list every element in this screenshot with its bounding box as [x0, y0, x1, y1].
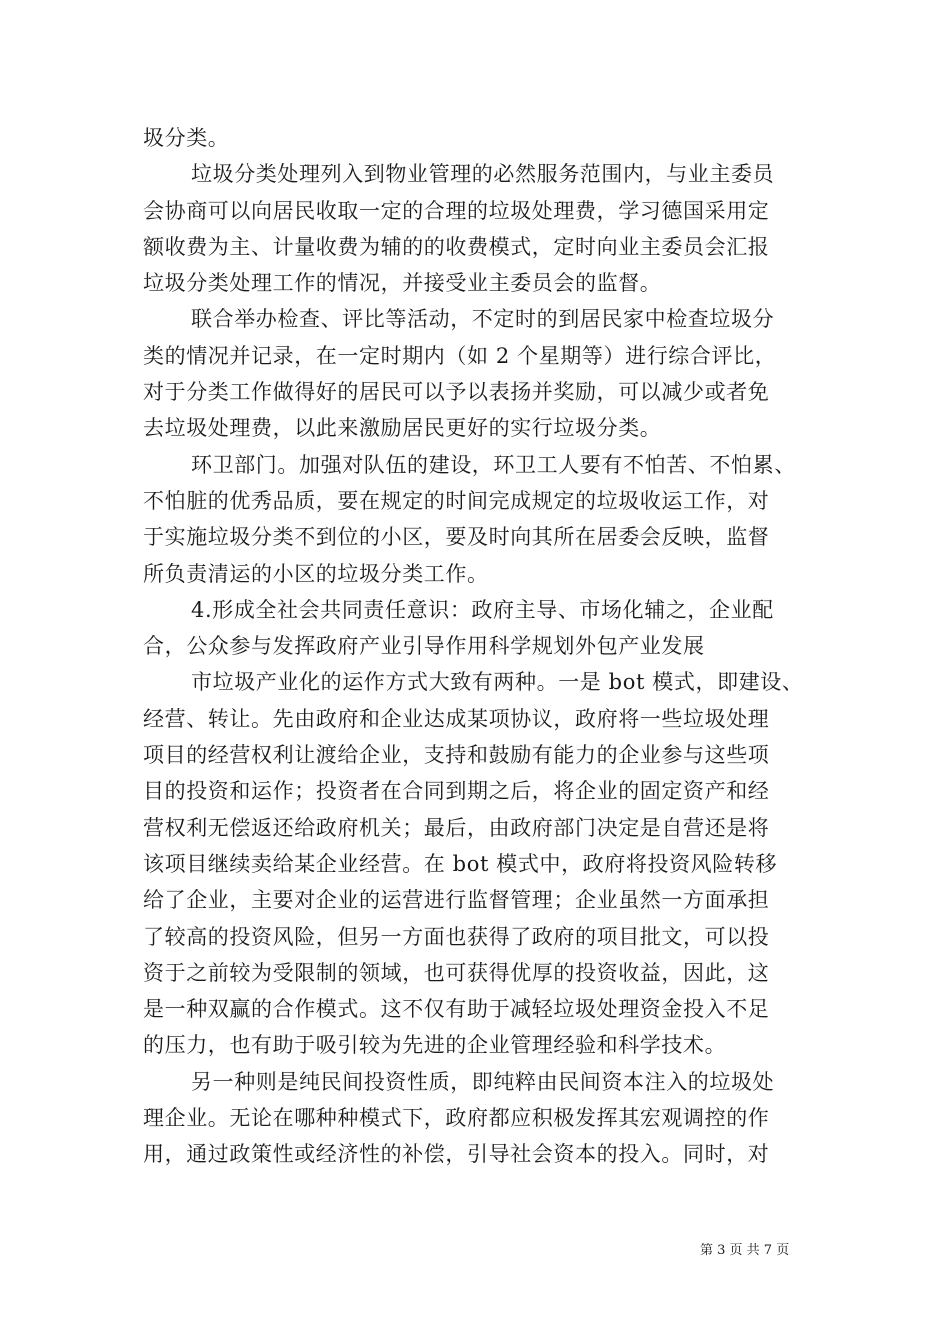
- text-line: 不怕脏的优秀品质，要在规定的时间完成规定的垃圾收运工作，对: [143, 488, 770, 513]
- section-heading-line: 4.形成全社会共同责任意识：政府主导、市场化辅之，企业配: [191, 597, 774, 622]
- text-line: 额收费为主、计量收费为辅的的收费模式，定时向业主委员会汇报: [143, 234, 770, 259]
- text-line: 所负责清运的小区的垃圾分类工作。: [143, 561, 489, 586]
- text-line: 对于分类工作做得好的居民可以予以表扬并奖励，可以减少或者免: [143, 380, 770, 405]
- text-line: 类的情况并记录，在一定时期内（如 2 个星期等）进行综合评比，: [143, 343, 777, 368]
- text-line: 用，通过政策性或经济性的补偿，引导社会资本的投入。同时，对: [143, 1142, 770, 1167]
- paragraph-start-line: 另一种则是纯民间投资性质，即纯粹由民间资本注入的垃圾处: [191, 1069, 775, 1094]
- text-line: 会协商可以向居民收取一定的合理的垃圾处理费，学习德国采用定: [143, 198, 770, 223]
- text-line: 经营、转让。先由政府和企业达成某项协议，政府将一些垃圾处理: [143, 706, 770, 731]
- text-line: 了较高的投资风险，但另一方面也获得了政府的项目批文，可以投: [143, 924, 770, 949]
- text-line: 目的投资和运作；投资者在合同到期之后，将企业的固定资产和经: [143, 779, 770, 804]
- document-body: [143, 120, 813, 1173]
- section-heading-line: 合，公众参与发挥政府产业引导作用科学规划外包产业发展: [143, 634, 705, 659]
- text-line: 资于之前较为受限制的领域，也可获得优厚的投资收益，因此，这: [143, 960, 770, 985]
- text-line: 的压力，也有助于吸引较为先进的企业管理经验和科学技术。: [143, 1033, 727, 1058]
- paragraph-start-line: 联合举办检查、评比等活动，不定时的到居民家中检查垃圾分: [191, 307, 775, 332]
- text-line: 于实施垃圾分类不到位的小区，要及时向其所在居委会反映，监督: [143, 525, 770, 550]
- text-line: 圾分类。: [143, 126, 230, 150]
- paragraph-start-line: 环卫部门。加强对队伍的建设，环卫工人要有不怕苦、不怕累、: [191, 452, 796, 477]
- text-line: 该项目继续卖给某企业经营。在 bot 模式中，政府将投资风险转移: [143, 851, 778, 876]
- paragraph-start-line: 市垃圾产业化的运作方式大致有两种。一是 bot 模式，即建设、: [191, 670, 804, 695]
- text-line: 是一种双赢的合作模式。这不仅有助于减轻垃圾处理资金投入不足: [143, 997, 770, 1022]
- text-line: 垃圾分类处理工作的情况，并接受业主委员会的监督。: [143, 271, 662, 296]
- text-line: 理企业。无论在哪种种模式下，政府都应积极发挥其宏观调控的作: [143, 1106, 770, 1131]
- text-line: 去垃圾处理费，以此来激励居民更好的实行垃圾分类。: [143, 416, 662, 441]
- text-line: 给了企业，主要对企业的运营进行监督管理；企业虽然一方面承担: [143, 888, 770, 913]
- text-line: 项目的经营权利让渡给企业，支持和鼓励有能力的企业参与这些项: [143, 743, 770, 768]
- page-number-footer: 第 3 页 共 7 页: [700, 1243, 790, 1258]
- text-line: 营权利无偿返还给政府机关；最后，由政府部门决定是自营还是将: [143, 815, 770, 840]
- paragraph-start-line: 垃圾分类处理列入到物业管理的必然服务范围内，与业主委员: [191, 162, 775, 187]
